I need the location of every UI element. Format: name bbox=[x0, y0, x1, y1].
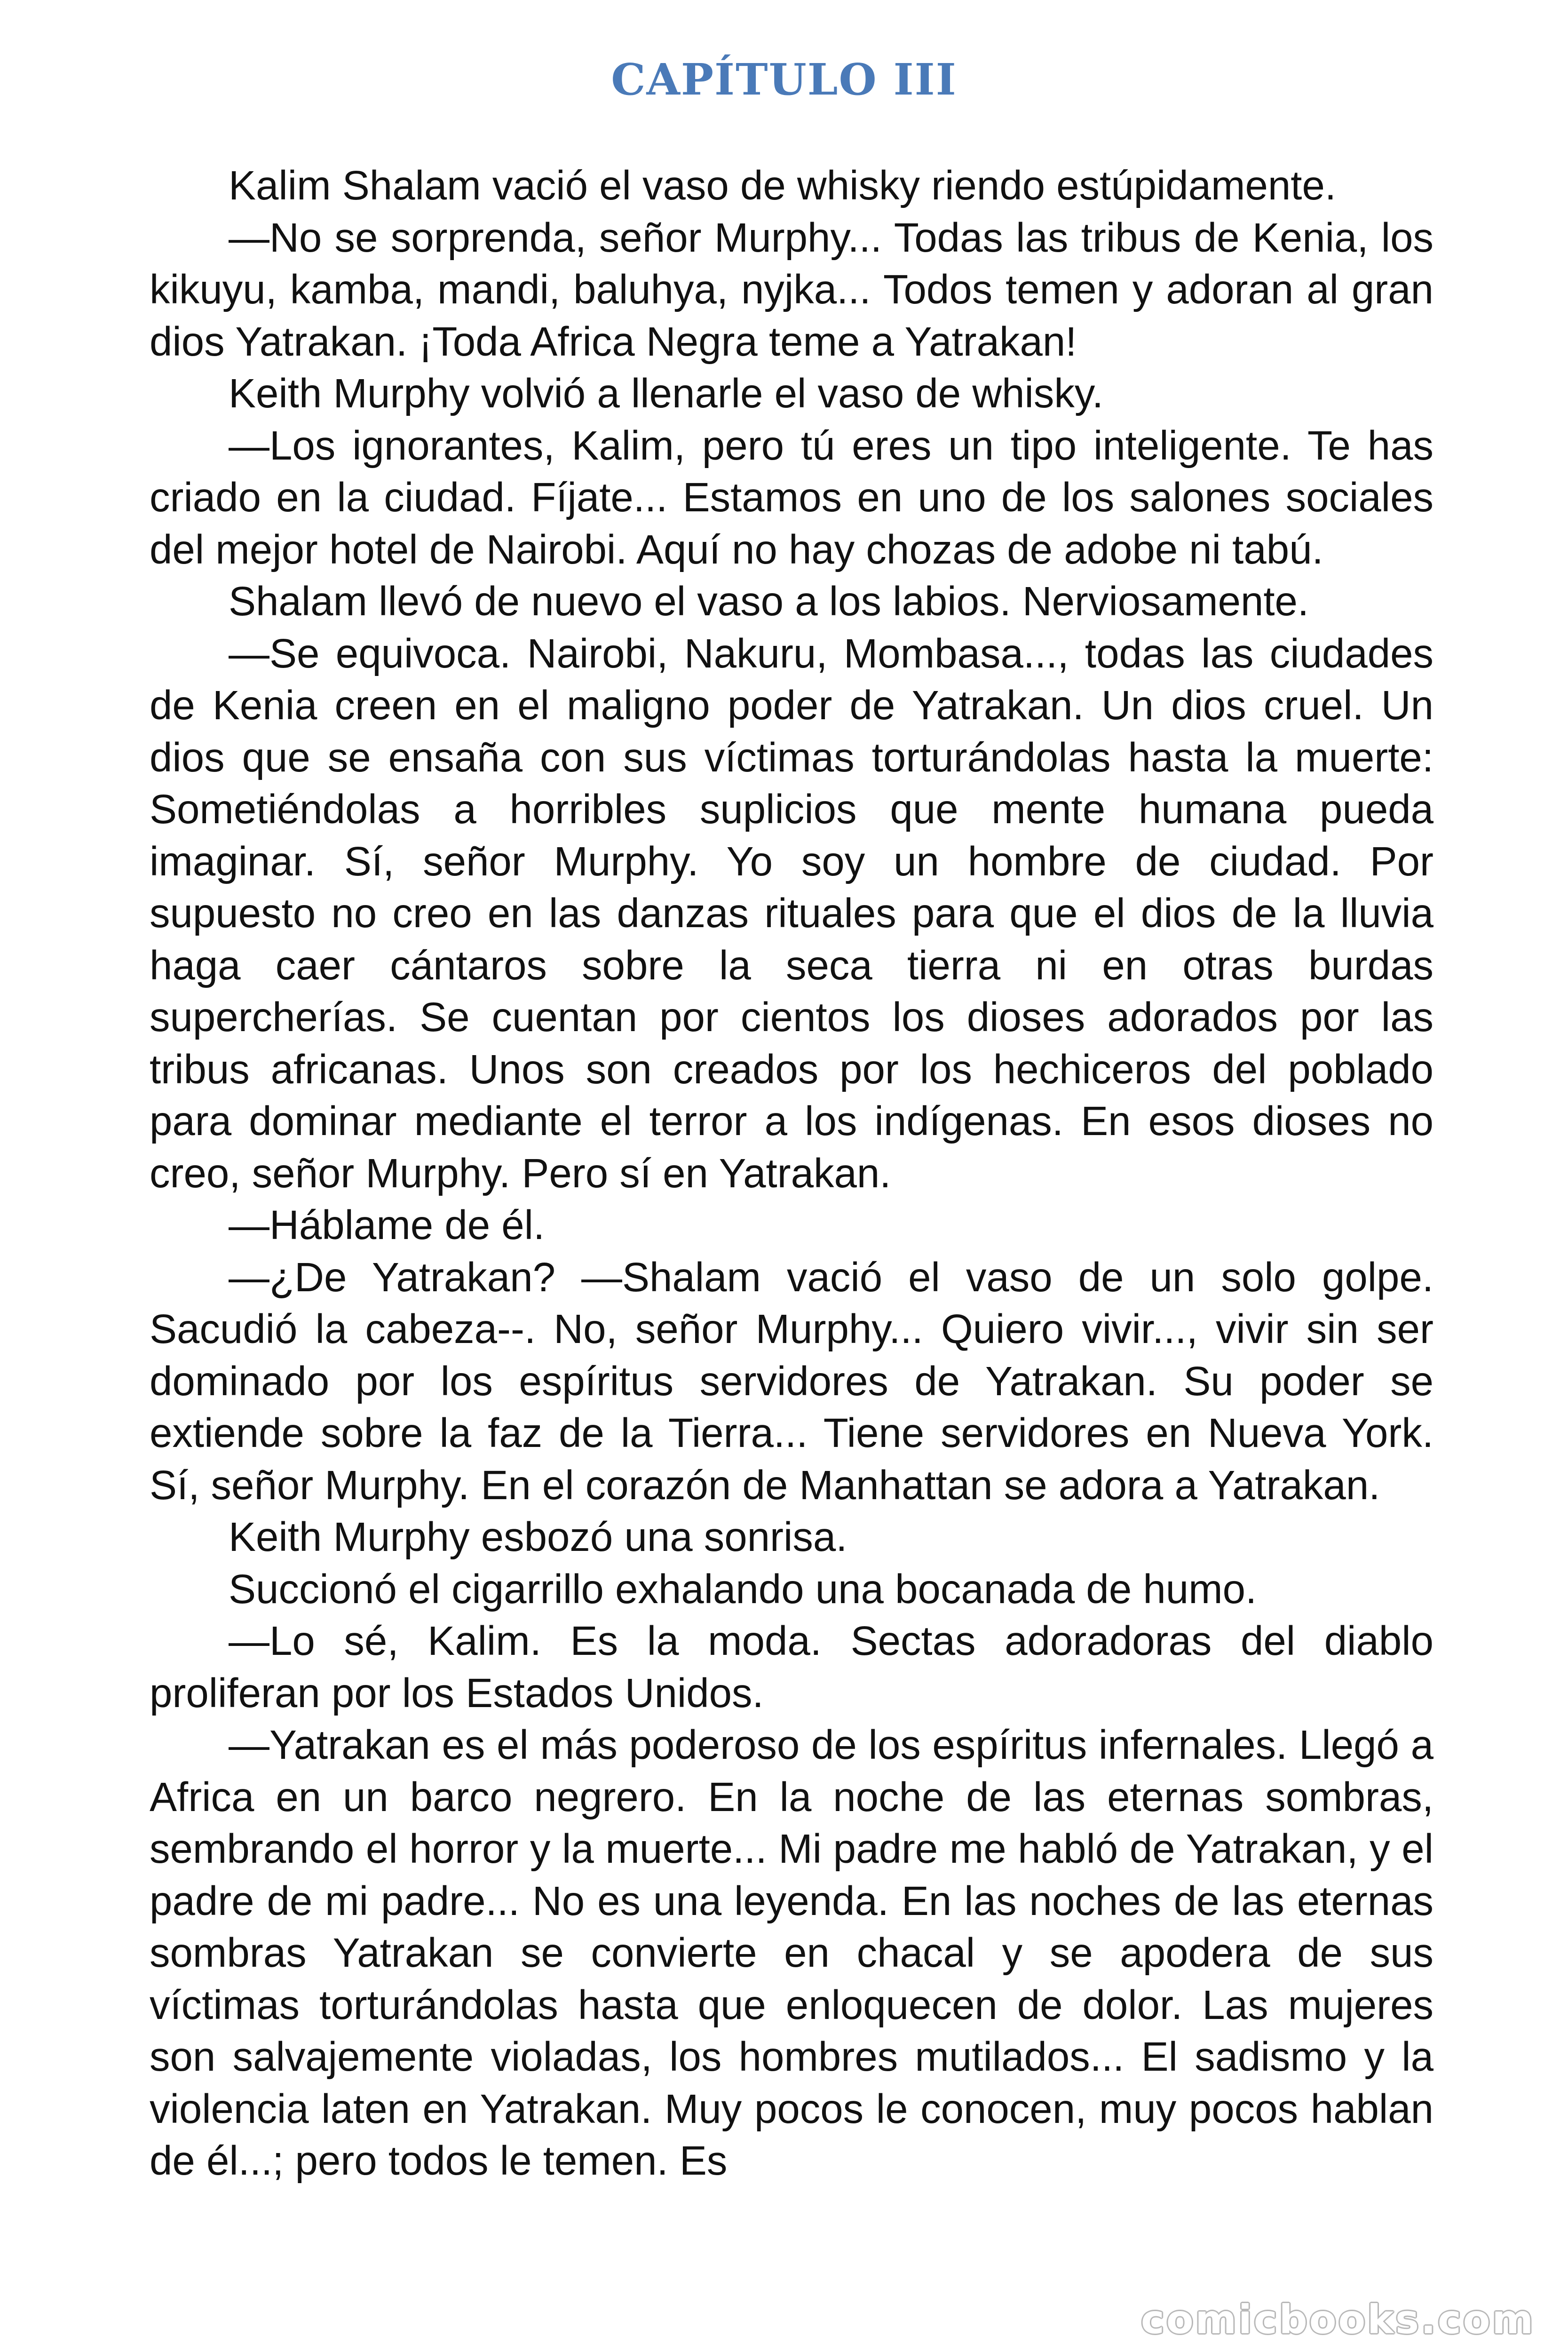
paragraph: Keith Murphy volvió a llenarle el vaso de whisky. bbox=[229, 371, 1104, 416]
chapter-title: CAPÍTULO III bbox=[611, 54, 957, 105]
paragraph: —No se sorprenda, señor Murphy... Todas las tribus de Kenia, los kikuyu, kamba, mandi, baluhya, nyjka... Todos temen y adoran al gran dios Yatrakan. ¡Toda Africa Negra teme a Yatrakan! bbox=[150, 215, 1433, 365]
chapter-body bbox=[150, 160, 1433, 2187]
paragraph: —¿De Yatrakan? —Shalam vació el vaso de un solo golpe. Sacudió la cabeza--. No, señor Murphy... Quiero vivir..., vivir sin ser dominado por los espíritus servidores de Yatrakan. Su poder se extiende sobre la faz de la Tierra... Tiene servidores en Nueva York. Sí, señor Murphy. En el corazón de Manhattan se adora a Yatrakan. bbox=[150, 1254, 1433, 1508]
paragraph: —Se equivoca. Nairobi, Nakuru, Mombasa..., todas las ciudades de Kenia creen en el maligno poder de Yatrakan. Un dios cruel. Un dios que se ensaña con sus víctimas torturándolas hasta la muerte: Sometiéndolas a horribles suplicios que mente humana pueda imaginar. Sí, señor Murphy. Yo soy un hombre de ciudad. Por supuesto no creo en las danzas rituales para que el dios de la lluvia haga caer cántaros sobre la seca tierra ni en otras burdas supercherías. Se cuentan por cientos los dioses adorados por las tribus africanas. Unos son creados por los hechiceros del poblado para dominar mediante el terror a los indígenas. En esos dioses no creo, señor Murphy. Pero sí en Yatrakan. bbox=[150, 630, 1433, 1196]
paragraph: —Yatrakan es el más poderoso de los espíritus infernales. Llegó a Africa en un barco negrero. En la noche de las eternas sombras, sembrando el horror y la muerte... Mi padre me habló de Yatrakan, y el padre de mi padre... No es una leyenda. En las noches de las eternas sombras Yatrakan se convierte en chacal y se apodera de sus víctimas torturándolas hasta que enloquecen de dolor. Las mujeres son salvajemente violadas, los hombres mutilados... El sadismo y la violencia laten en Yatrakan. Muy pocos le conocen, muy pocos hablan de él...; pero todos le temen. Es bbox=[150, 1722, 1433, 2184]
paragraph: —Los ignorantes, Kalim, pero tú eres un tipo inteligente. Te has criado en la ciudad. Fíjate... Estamos en uno de los salones sociales del mejor hotel de Nairobi. Aquí no hay chozas de adobe ni tabú. bbox=[150, 422, 1433, 572]
watermark: comicbooks.com bbox=[1141, 2296, 1535, 2343]
paragraph: Shalam llevó de nuevo el vaso a los labios. Nerviosamente. bbox=[229, 579, 1309, 624]
paragraph: —Lo sé, Kalim. Es la moda. Sectas adoradoras del diablo proliferan por los Estados Unidos. bbox=[150, 1618, 1433, 1716]
paragraph: Succionó el cigarrillo exhalando una bocanada de humo. bbox=[229, 1566, 1257, 1612]
paragraph: —Háblame de él. bbox=[229, 1202, 545, 1248]
paragraph: Kalim Shalam vació el vaso de whisky riendo estúpidamente. bbox=[229, 163, 1337, 208]
paragraph: Keith Murphy esbozó una sonrisa. bbox=[229, 1514, 847, 1560]
